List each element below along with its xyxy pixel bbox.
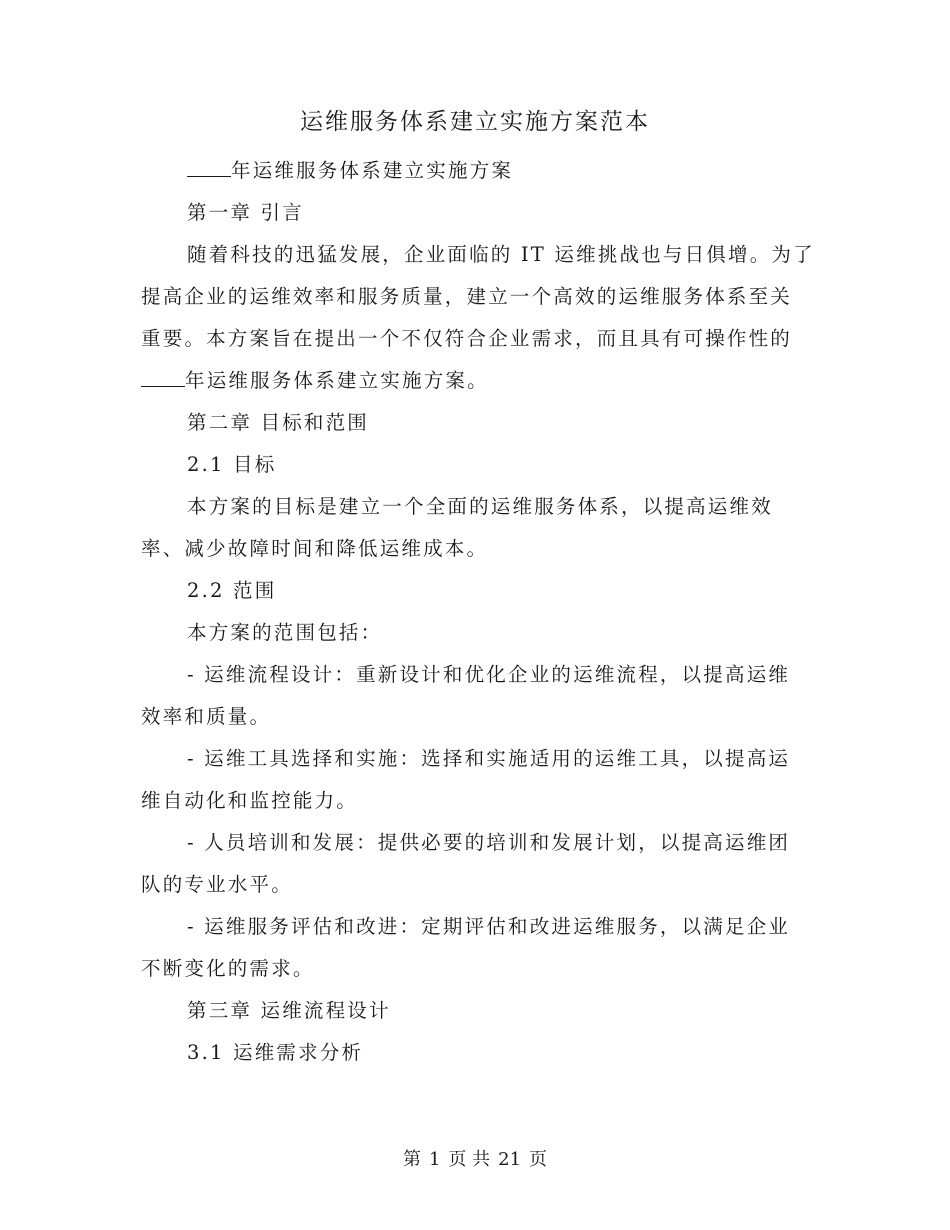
blank-underline xyxy=(141,366,185,387)
footer-suffix: 页 xyxy=(529,1149,548,1170)
section-2-2-heading: 2.2 范围 xyxy=(187,579,277,602)
list-item-continuation: 队的专业水平。 xyxy=(141,873,293,896)
list-item: - 运维服务评估和改进：定期评估和改进运维服务，以满足企业 xyxy=(187,915,791,938)
list-item-continuation: 维自动化和监控能力。 xyxy=(141,789,359,812)
paragraph-line: 提高企业的运维效率和服务质量，建立一个高效的运维服务体系至关 xyxy=(141,285,793,308)
document-title: 运维服务体系建立实施方案范本 xyxy=(300,109,650,135)
page-footer xyxy=(0,1146,950,1174)
list-item-continuation: 不断变化的需求。 xyxy=(141,957,315,980)
paragraph-text: 年运维服务体系建立实施方案。 xyxy=(185,369,489,392)
total-pages: 21 xyxy=(498,1149,522,1170)
list-item: - 运维流程设计：重新设计和优化企业的运维流程，以提高运维 xyxy=(187,663,791,686)
footer-prefix: 第 xyxy=(402,1149,421,1170)
chapter-2-heading: 第二章 目标和范围 xyxy=(187,411,369,434)
document-body xyxy=(141,150,815,1074)
footer-middle: 页 共 xyxy=(448,1149,491,1170)
subtitle-line xyxy=(141,150,809,192)
paragraph-line: 率、减少故障时间和降低运维成本。 xyxy=(141,537,489,560)
paragraph-line: 重要。本方案旨在提出一个不仅符合企业需求，而且具有可操作性的 xyxy=(141,327,793,350)
list-item: - 运维工具选择和实施：选择和实施适用的运维工具，以提高运 xyxy=(187,747,791,770)
chapter-1-heading: 第一章 引言 xyxy=(187,201,304,224)
page-number: 1 xyxy=(428,1149,441,1170)
section-3-1-heading: 3.1 运维需求分析 xyxy=(187,1041,364,1064)
chapter-3-heading: 第三章 运维流程设计 xyxy=(187,999,391,1022)
subtitle-text: 年运维服务体系建立实施方案 xyxy=(231,159,514,182)
paragraph-line xyxy=(141,360,809,402)
list-item-continuation: 效率和质量。 xyxy=(141,705,272,728)
section-2-1-heading: 2.1 目标 xyxy=(187,453,277,476)
paragraph-line: 本方案的目标是建立一个全面的运维服务体系，以提高运维效 xyxy=(187,495,773,518)
paragraph-line: 本方案的范围包括： xyxy=(187,621,383,644)
blank-underline xyxy=(187,156,231,177)
paragraph-line: 随着科技的迅猛发展，企业面临的 IT 运维挑战也与日俱增。为了 xyxy=(187,243,815,266)
list-item: - 人员培训和发展：提供必要的培训和发展计划，以提高运维团 xyxy=(187,831,791,854)
